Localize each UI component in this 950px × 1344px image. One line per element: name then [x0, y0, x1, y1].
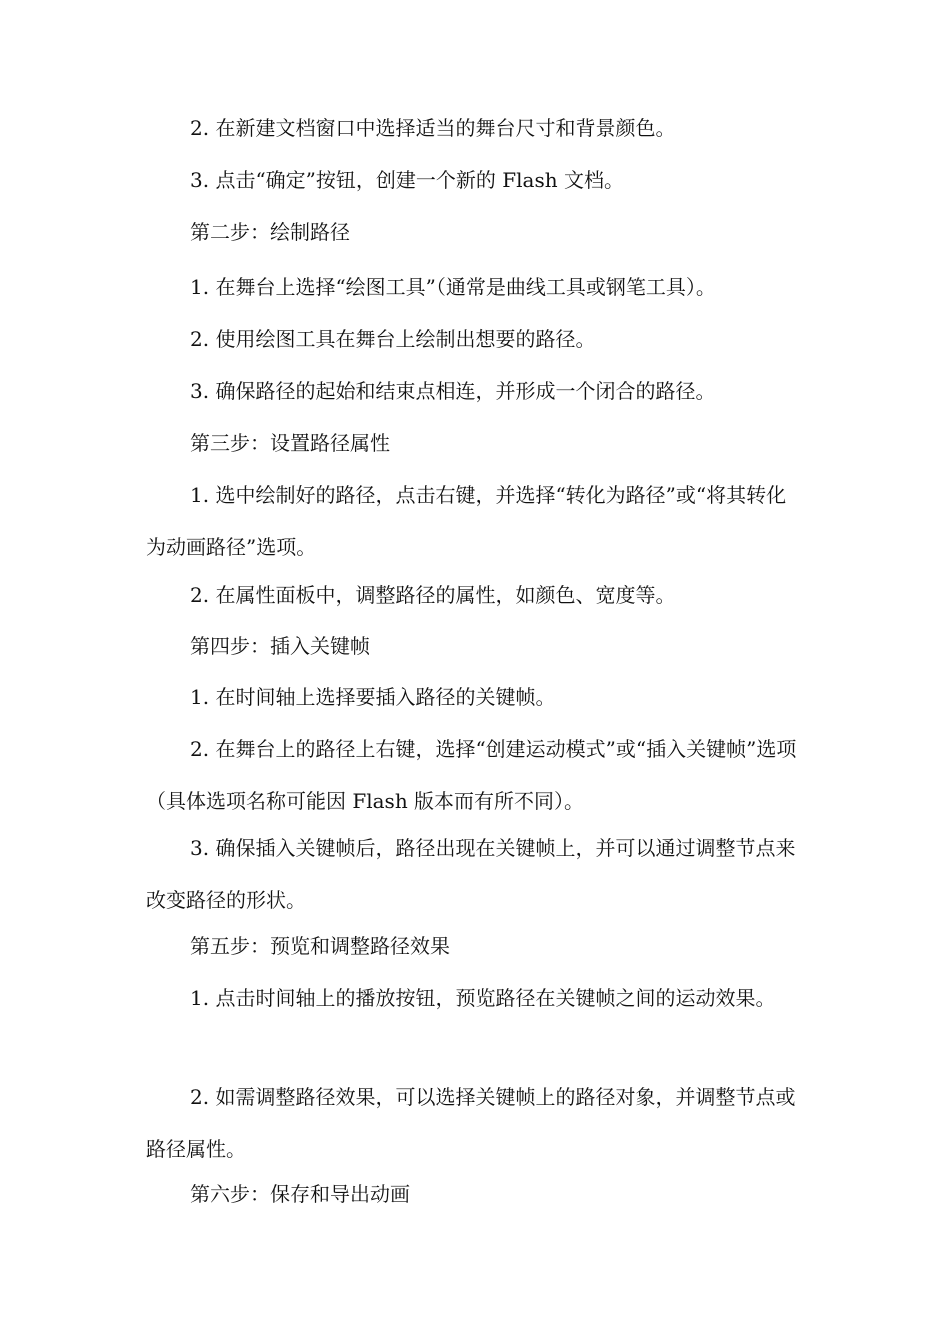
list-item: 2. 如需调整路径效果，可以选择关键帧上的路径对象，并调整节点或路径属性。 [146, 1085, 796, 1161]
list-item: 3. 确保路径的起始和结束点相连，并形成一个闭合的路径。 [190, 379, 716, 403]
list-item: 1. 在时间轴上选择要插入路径的关键帧。 [190, 685, 556, 709]
list-item: 2. 在新建文档窗口中选择适当的舞台尺寸和背景颜色。 [190, 116, 676, 140]
section-heading: 第四步：插入关键帧 [190, 634, 370, 658]
list-item: 1. 选中绘制好的路径，点击右键，并选择“转化为路径”或“将其转化为动画路径”选项。 [146, 483, 787, 559]
section-heading: 第三步：设置路径属性 [190, 431, 390, 455]
list-item: 3. 确保插入关键帧后，路径出现在关键帧上，并可以通过调整节点来改变路径的形状。 [146, 836, 796, 912]
list-item: 1. 点击时间轴上的播放按钮，预览路径在关键帧之间的运动效果。 [190, 986, 776, 1010]
list-item: 3. 点击“确定”按钮，创建一个新的 Flash 文档。 [190, 168, 624, 192]
section-heading: 第五步：预览和调整路径效果 [190, 934, 450, 958]
list-item: 2. 在属性面板中，调整路径的属性，如颜色、宽度等。 [190, 583, 676, 607]
section-heading: 第六步：保存和导出动画 [190, 1182, 410, 1206]
list-item: 1. 在舞台上选择“绘图工具”（通常是曲线工具或钢笔工具）。 [190, 275, 716, 299]
list-item: 2. 在舞台上的路径上右键，选择“创建运动模式”或“插入关键帧”选项（具体选项名称可能因 Flash 版本而有所不同）。 [146, 737, 797, 813]
list-item: 2. 使用绘图工具在舞台上绘制出想要的路径。 [190, 327, 596, 351]
section-heading: 第二步：绘制路径 [190, 220, 350, 244]
